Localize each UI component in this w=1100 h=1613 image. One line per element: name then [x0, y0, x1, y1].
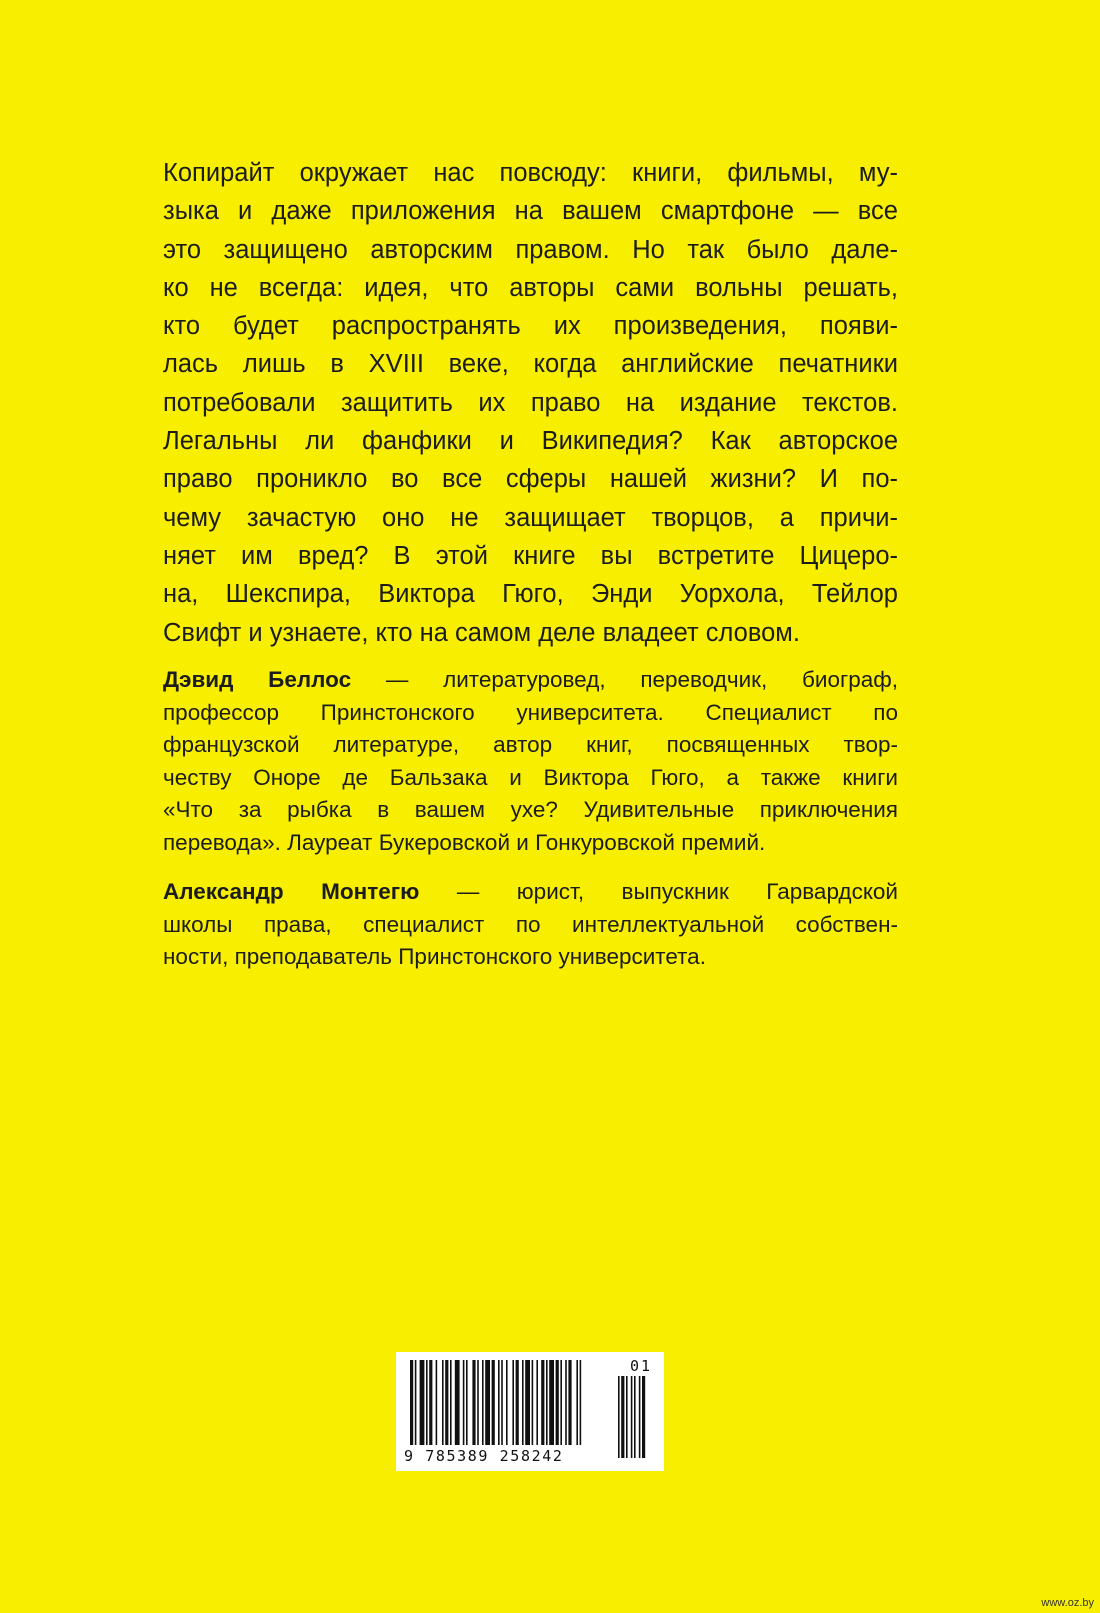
author-name: Александр Монтегю — [163, 879, 420, 904]
bio-line: «Что за рыбка в вашем ухе? Удивительные приключения — [163, 797, 898, 823]
bio-first-line: Дэвид Беллос — литературовед, переводчик, биограф, — [163, 667, 898, 692]
isbn-barcode — [396, 1352, 664, 1471]
blurb-line: право проникло во все сферы нашей жизни? И по- — [163, 465, 898, 494]
blurb-line: лась лишь в XVIII веке, когда английские печатники — [163, 350, 898, 379]
author-bio-montagu — [163, 876, 898, 974]
barcode-number: 9 785389 258242 — [404, 1447, 564, 1465]
bio-line: школы права, специалист по интеллектуальной собствен- — [163, 911, 898, 937]
author-name: Дэвид Беллос — [163, 667, 352, 692]
blurb-line: кто будет распространять их произведения, появи- — [163, 312, 898, 341]
blurb-line: Свифт и узнаете, кто на самом деле владеет словом. — [163, 618, 800, 647]
blurb-line: ко не всегда: идея, что авторы сами вольны решать, — [163, 273, 898, 302]
blurb-line: потребовали защитить их право на издание текстов. — [163, 388, 898, 417]
bio-line: перевода». Лауреат Букеровской и Гонкуровской премий. — [163, 829, 766, 855]
barcode-addon-number: 01 — [629, 1357, 652, 1375]
bio-first-line: Александр Монтегю — юрист, выпускник Гарвардской — [163, 879, 898, 904]
author-bio-bellos — [163, 664, 898, 860]
watermark-site: www.oz.by — [1041, 1597, 1094, 1609]
book-blurb — [163, 154, 898, 652]
blurb-line: зыка и даже приложения на вашем смартфоне — все — [163, 197, 898, 226]
blurb-line: Копирайт окружает нас повсюду: книги, фильмы, му- — [163, 159, 898, 187]
blurb-line: Легальны ли фанфики и Википедия? Как авторское — [163, 427, 898, 456]
bio-line: честву Оноре де Бальзака и Виктора Гюго, а также книги — [163, 764, 898, 790]
blurb-line: чему зачастую оно не защищает творцов, а причи- — [163, 503, 898, 532]
blurb-line: на, Шекспира, Виктора Гюго, Энди Уорхола, Тейлор — [163, 580, 898, 609]
blurb-line: это защищено авторским правом. Но так было дале- — [163, 235, 898, 264]
bio-line: профессор Принстонского университета. Специалист по — [163, 699, 898, 725]
bio-line: ности, преподаватель Принстонского университета. — [163, 944, 706, 970]
bio-line: французской литературе, автор книг, посвященных твор- — [163, 732, 898, 758]
blurb-line: няет им вред? В этой книге вы встретите Цицеро- — [163, 541, 898, 570]
